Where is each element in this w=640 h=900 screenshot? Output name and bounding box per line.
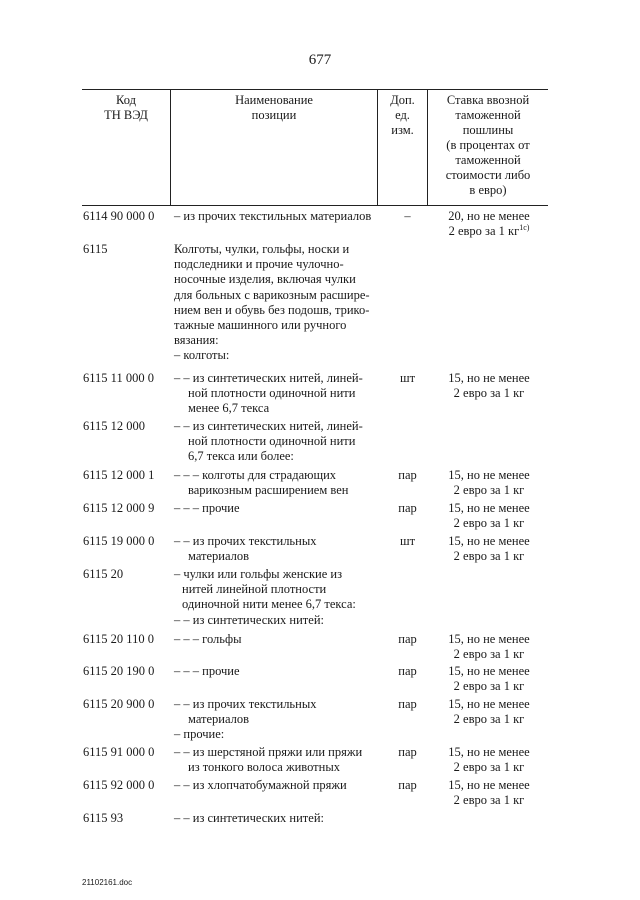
header-code: Код ТН ВЭД — [104, 93, 148, 122]
header-unit: Доп. ед. изм. — [390, 93, 415, 137]
table-header-bottom-rule — [82, 205, 548, 206]
page-number: 677 — [308, 52, 332, 68]
header-rate: Ставка ввозной таможенной пошлины (в процентах от таможенной стоимости либо в евро) — [445, 93, 531, 197]
header-name: Наименование позиции — [235, 93, 313, 122]
file-name-footer: 21102161.doc — [82, 878, 133, 887]
table-top-rule — [82, 89, 548, 90]
